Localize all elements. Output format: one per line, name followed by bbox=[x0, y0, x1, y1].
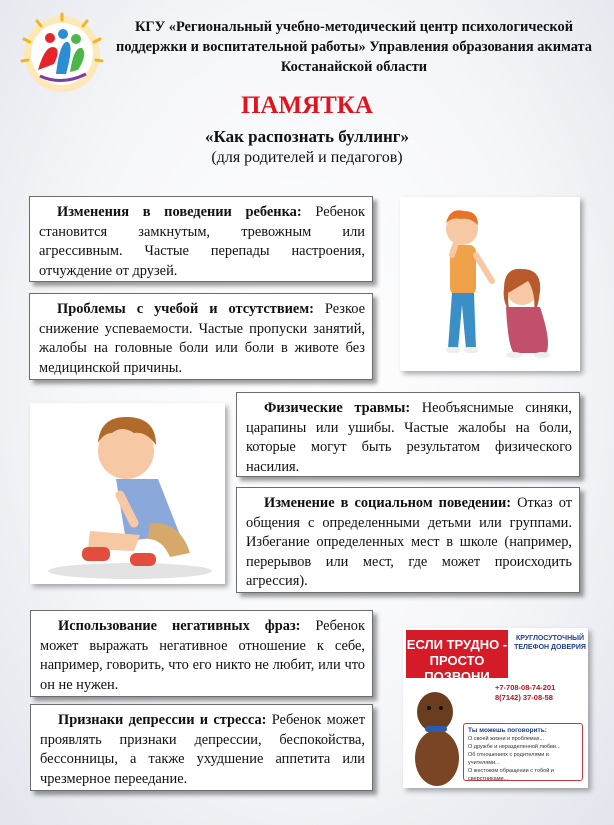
tip-card-behavior bbox=[29, 196, 373, 282]
helpline-topic: О своей жизни и проблемах... bbox=[468, 736, 545, 742]
tip-text: Резкое снижение успеваемости. Частые пропуски занятий, жалобы на головные боли или боли в животе без медицинской причины. bbox=[39, 301, 365, 376]
tip-heading: Изменение в социальном поведении: bbox=[264, 495, 512, 511]
organization-logo bbox=[16, 12, 108, 96]
helpline-banner bbox=[406, 630, 508, 684]
tip-card-social bbox=[236, 487, 580, 593]
helpline-phone-1: +7-708-08-74-201 bbox=[495, 683, 556, 692]
injured-boy-illustration bbox=[30, 403, 225, 584]
tip-heading: Проблемы с учебой и отсутствием: bbox=[57, 301, 314, 317]
helpline-topic: Об отношениях с родителями и учителями... bbox=[468, 752, 549, 766]
tip-text: Ребенок может проявлять признаки депрессии, беспокойства, бессонницы, а также ухудшение аппетита или чрезмерное переедание. bbox=[40, 712, 365, 787]
tip-card-depression bbox=[30, 704, 373, 791]
tip-card-negative-phrases bbox=[30, 610, 373, 697]
tip-card-injuries bbox=[236, 392, 580, 477]
tip-text: Необъяснимые синяки, царапины или ушибы. Частые жалобы на боли, которые могут быть результатом физического насилия. bbox=[246, 400, 572, 475]
helpline-topics bbox=[463, 723, 583, 781]
helpline-banner-line1: ЕСЛИ ТРУДНО - bbox=[406, 637, 508, 652]
page-title: ПАМЯТКА bbox=[240, 92, 373, 119]
tip-heading: Использование негативных фраз: bbox=[58, 618, 301, 634]
organization-name: КГУ «Региональный учебно-методический центр психологической поддержки и воспитательной работы» Управления образования акимата Костанайской области bbox=[116, 19, 592, 75]
helpline-topics-title: Ты можешь поговорить: bbox=[468, 727, 547, 734]
helpline-title: КРУГЛОСУТОЧНЫЙ ТЕЛЕФОН ДОВЕРИЯ bbox=[514, 635, 586, 651]
tip-heading: Изменения в поведении ребенка: bbox=[57, 204, 302, 220]
bullying-illustration bbox=[400, 197, 580, 371]
tip-text: Ребенок становится замкнутым, тревожным или агрессивным. Частые перепады настроения, отчуждение от друзей. bbox=[39, 204, 365, 279]
helpline-phone-2: 8(7142) 37-08-58 bbox=[495, 693, 553, 702]
tip-heading: Физические травмы: bbox=[264, 400, 411, 416]
page-subtitle: «Как распознать буллинг» bbox=[204, 127, 410, 146]
tip-text: Ребенок может выражать негативное отношение к себе, например, говорить, что его никто не любит, или что он не нужен. bbox=[40, 618, 365, 693]
target-audience: (для родителей и педагогов) bbox=[211, 149, 403, 166]
helpline-poster bbox=[403, 628, 588, 788]
helpline-topic: О дружбе и неразделенной любви... bbox=[468, 744, 561, 750]
tip-card-study bbox=[29, 293, 373, 380]
helpline-topic: О жестоком обращении с тобой и сверстниками... bbox=[468, 768, 554, 782]
helpline-banner-line2: ПРОСТО ПОЗВОНИ bbox=[424, 653, 490, 684]
helpline-phones bbox=[495, 683, 585, 703]
tip-heading: Признаки депрессии и стресса: bbox=[58, 712, 267, 728]
helpline-dog-photo bbox=[407, 682, 465, 786]
tip-text: Отказ от общения с определенными детьми или группами. Избегание определенных мест в школе (например, перерывов или мест, где может происходить агрессия). bbox=[246, 495, 572, 590]
